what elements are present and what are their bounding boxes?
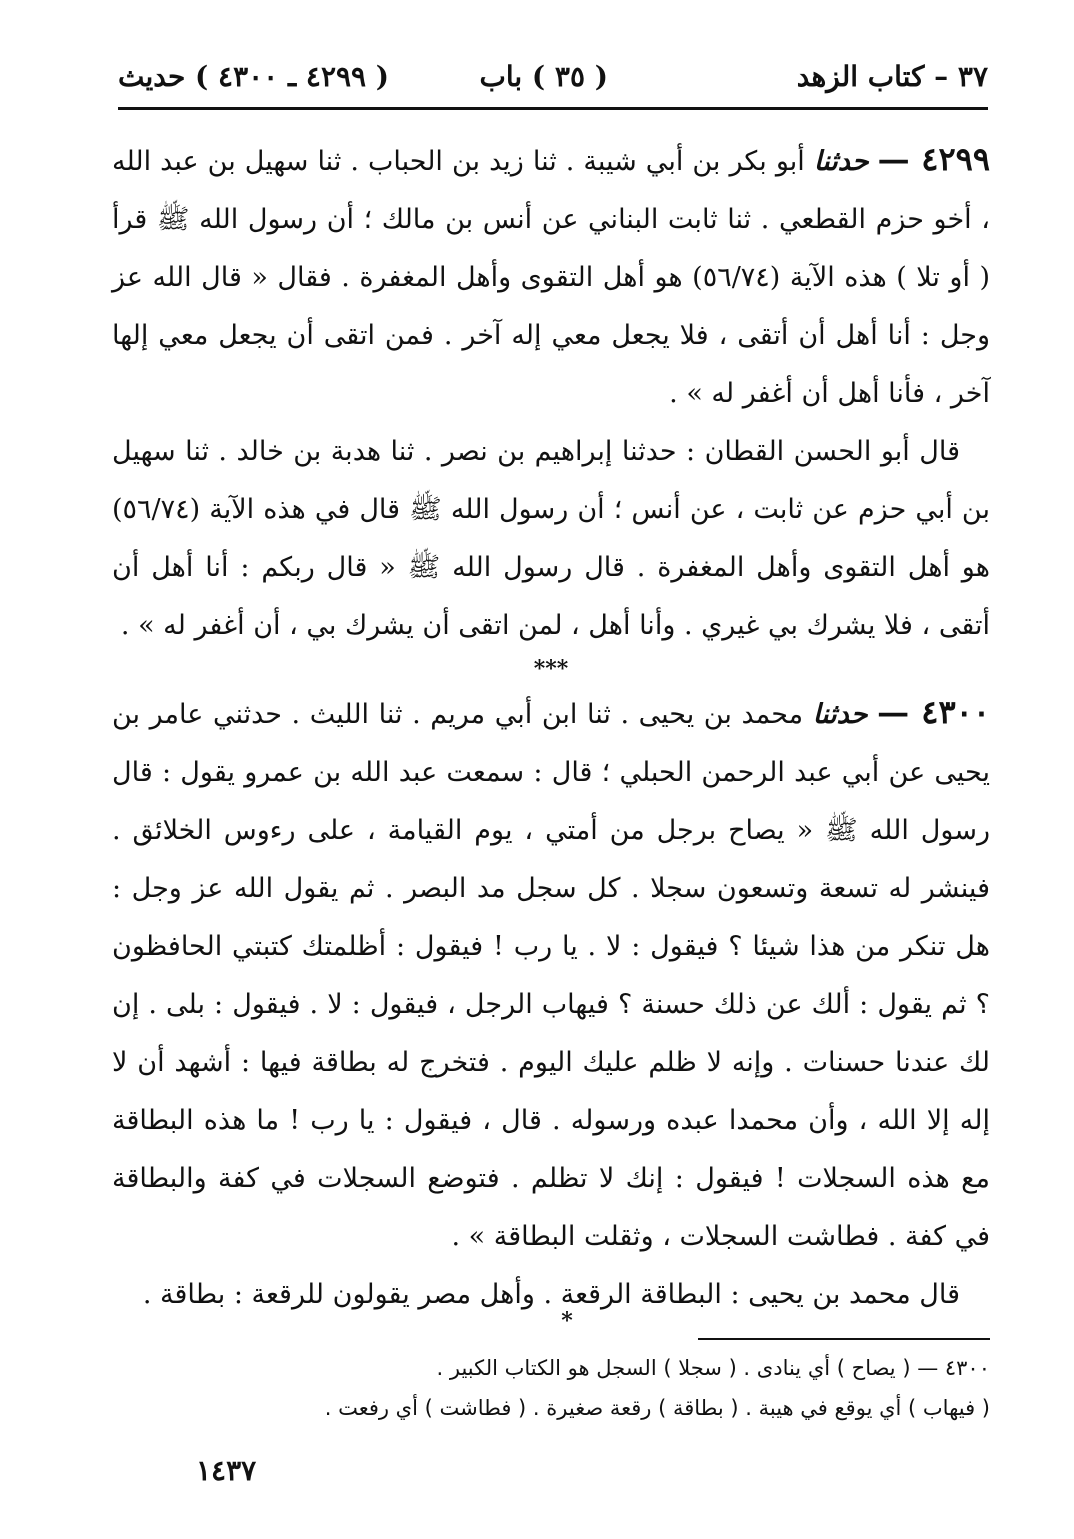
note-text: قال أبو الحسن القطان : حدثنا إبراهيم بن نصر . ثنا هدبة بن خالد . ثنا سهيل بن أبي حزم عن ثابت ، عن أنس ؛ أن رسول الله ﷺ قال في هذه الآية (٥٦/٧٤) هو أهل التقوى وأهل المغفرة . قال رسول الله ﷺ « قال ربكم : أنا أهل أن أتقى ، فلا يشرك بي غيري . وأنا أهل ، لمن اتقى أن يشرك بي ، أن أغفر له » . (112, 436, 990, 641)
footnote-line: ٤٣٠٠ — ( يصاح ) أي ينادى . ( سجلا ) السجل هو الكتاب الكبير . (436, 1356, 990, 1380)
hadith-lead-word: حدثنا (813, 146, 869, 177)
qattan-note (112, 423, 990, 655)
section-separator: *** (533, 656, 569, 682)
hadith-number: ٤٢٩٩ — (877, 140, 990, 178)
main-text (112, 130, 990, 1324)
hadith-4300 (112, 683, 990, 1266)
header-book-title: ٣٧ – كتاب الزهد (796, 60, 988, 93)
header-chapter: ( ٣٥ ) باب (479, 60, 608, 93)
header-hadith-range: ( ٤٢٩٩ ـ ٤٣٠٠ ) حديث (118, 60, 390, 93)
page-number: ١٤٣٧ (196, 1454, 257, 1487)
note-text: قال محمد بن يحيى : البطاقة الرقعة . وأهل مصر يقولون للرقعة : بطاقة . (142, 1279, 960, 1310)
hadith-number: ٤٣٠٠ — (877, 693, 990, 731)
hadith-4299 (112, 130, 990, 423)
footnote-rule (698, 1338, 990, 1340)
footnotes (200, 1348, 990, 1428)
footnote-line: ( فيهاب ) أي يوقع في هيبة . ( بطاقة ) رقعة صغيرة . ( فطاشت ) أي رفعت . (324, 1396, 990, 1420)
running-header (118, 54, 988, 110)
hadith-lead-word: حدثنا (812, 699, 868, 730)
hadith-text: أبو بكر بن أبي شيبة . ثنا زيد بن الحباب . ثنا سهيل بن عبد الله ، أخو حزم القطعي . ثنا ثابت البناني عن أنس بن مالك ؛ أن رسول الله ﷺ قرأ ( أو تلا ) هذه الآية (٥٦/٧٤) هو أهل التقوى وأهل المغفرة . فقال « قال الله عز وجل : أنا أهل أن أتقى ، فلا يجعل معي إله آخر . فمن اتقى أن يجعل معي إلها آخر ، فأنا أهل أن أغفر له » . (112, 146, 990, 409)
header-rule (118, 107, 988, 110)
end-separator: * (561, 1308, 573, 1334)
hadith-text: محمد بن يحيى . ثنا ابن أبي مريم . ثنا الليث . حدثني عامر بن يحيى عن أبي عبد الرحمن الحبلي ؛ قال : سمعت عبد الله بن عمرو يقول : قال رسول الله ﷺ « يصاح برجل من أمتي ، يوم القيامة ، على رءوس الخلائق . فينشر له تسعة وتسعون سجلا . كل سجل مد البصر . ثم يقول الله عز وجل : هل تنكر من هذا شيئا ؟ فيقول : لا . يا رب ! فيقول : أظلمتك كتبتي الحافظون ؟ ثم يقول : ألك عن ذلك حسنة ؟ فيهاب الرجل ، فيقول : لا . فيقول : بلى . إن لك عندنا حسنات . وإنه لا ظلم عليك اليوم . فتخرج له بطاقة فيها : أشهد أن لا إله إلا الله ، وأن محمدا عبده ورسوله . قال ، فيقول : يا رب ! ما هذه البطاقة مع هذه السجلات ! فيقول : إنك لا تظلم . فتوضع السجلات في كفة والبطاقة في كفة . فطاشت السجلات ، وثقلت البطاقة » . (112, 699, 990, 1252)
